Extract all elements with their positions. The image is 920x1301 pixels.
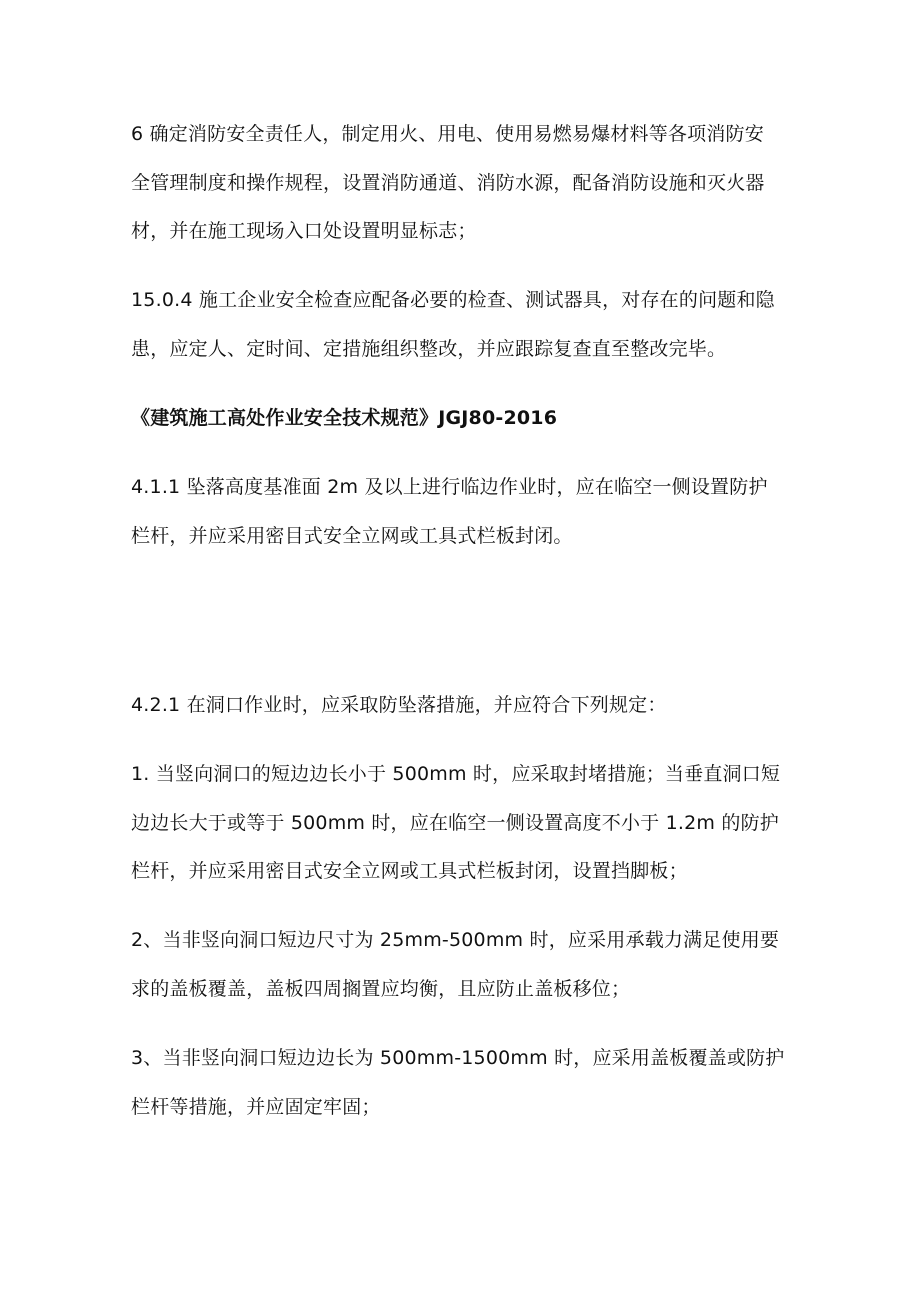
section-heading: 《建筑施工高处作业安全技术规范》JGJ80-2016 <box>131 407 558 429</box>
text-line: 2、当非竖向洞口短边尺寸为 25mm-500mm 时，应采用承载力满足使用要 <box>131 929 780 951</box>
text-line: 1. 当竖向洞口的短边边长小于 500mm 时，应采取封堵措施；当垂直洞口短 <box>131 763 781 785</box>
text-line: 6 确定消防安全责任人，制定用火、用电、使用易燃易爆材料等各项消防安 <box>131 123 764 145</box>
text-line: 栏杆，并应采用密目式安全立网或工具式栏板封闭，设置挡脚板； <box>131 860 688 882</box>
text-line: 15.0.4 施工企业安全检查应配备必要的检查、测试器具，对存在的问题和隐 <box>131 289 775 311</box>
text-line: 全管理制度和操作规程，设置消防通道、消防水源，配备消防设施和灭火器 <box>131 172 765 194</box>
text-line: 4.1.1 坠落高度基准面 2m 及以上进行临边作业时，应在临空一侧设置防护 <box>131 476 768 498</box>
text-line: 材，并在施工现场入口处设置明显标志； <box>131 220 477 242</box>
text-line: 患，应定人、定时间、定措施组织整改，并应跟踪复查直至整改完毕。 <box>131 338 727 360</box>
text-line: 边边长大于或等于 500mm 时，应在临空一侧设置高度不小于 1.2m 的防护 <box>131 812 779 834</box>
text-line: 4.2.1 在洞口作业时，应采取防坠落措施，并应符合下列规定： <box>131 694 667 716</box>
text-line: 栏杆等措施，并应固定牢固； <box>131 1096 381 1118</box>
text-line: 栏杆，并应采用密目式安全立网或工具式栏板封闭。 <box>131 525 573 547</box>
text-line: 求的盖板覆盖，盖板四周搁置应均衡，且应防止盖板移位； <box>131 978 631 1000</box>
text-line: 3、当非竖向洞口短边边长为 500mm-1500mm 时，应采用盖板覆盖或防护 <box>131 1047 785 1069</box>
